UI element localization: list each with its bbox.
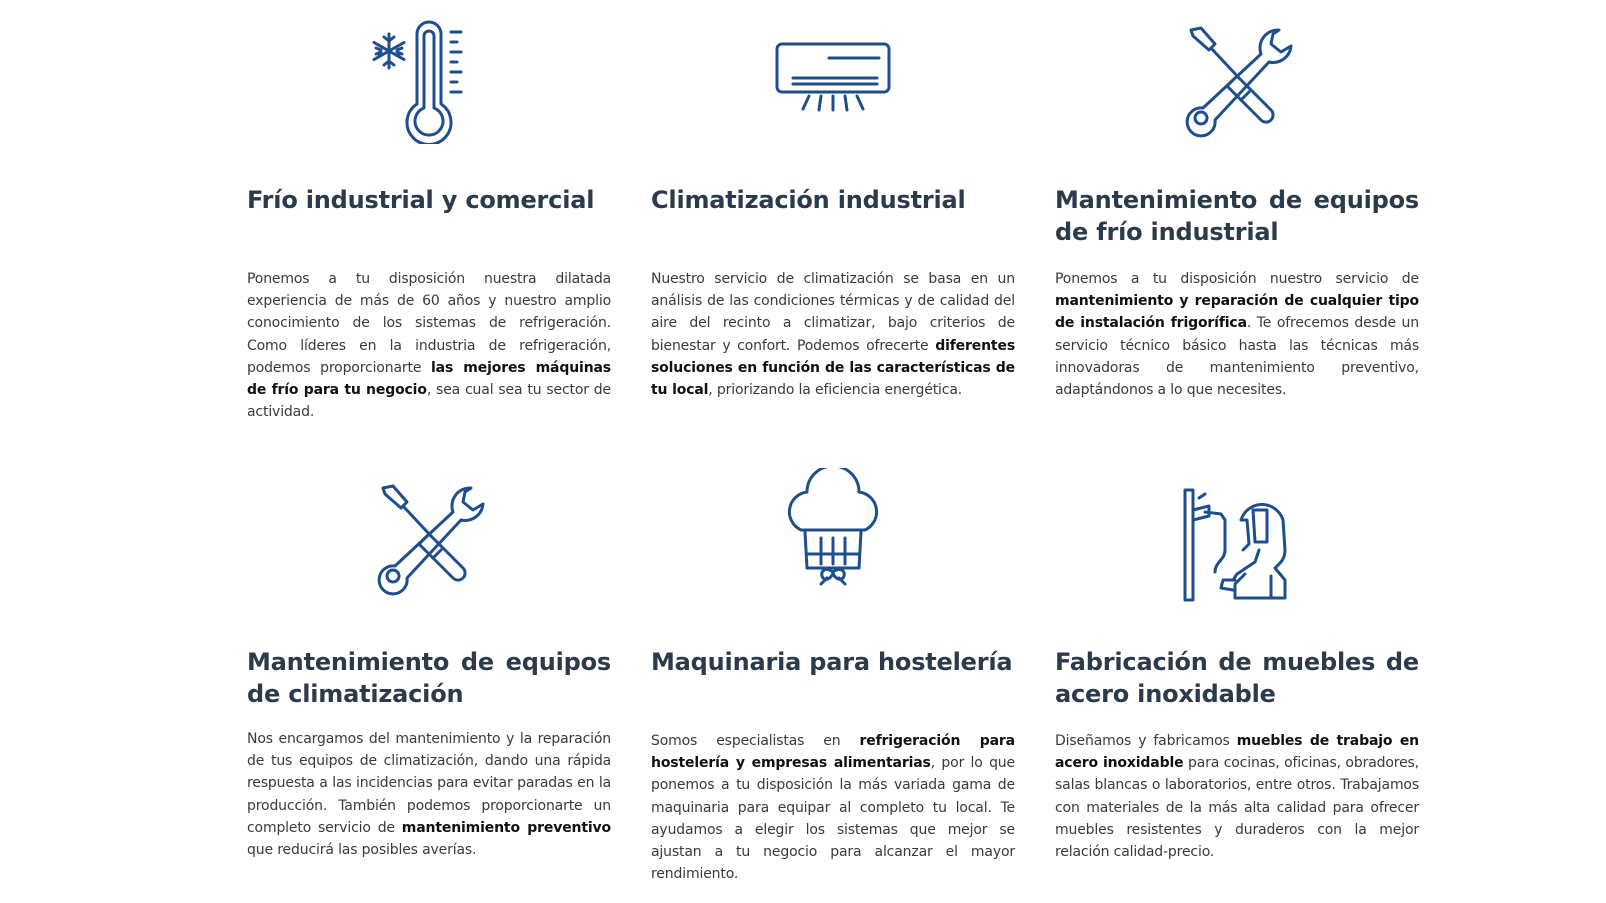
card-description: Ponemos a tu disposición nuestra dilatada experiencia de más de 60 años y nuestro amplio conocimiento de los sistemas de refrigeración. Como líderes en la industria de refrigeración, podemos proporcionarte las mejores máquinas de frío para tu negocio, sea cual sea tu sector de actividad. (247, 271, 611, 421)
service-card-muebles-inoxidable (1055, 460, 1419, 903)
service-card-climatizacion-industrial (651, 0, 1015, 460)
card-title: Frío industrial y comercial (247, 186, 595, 214)
card-title: Fabricación de muebles de acero inoxidable (1055, 648, 1419, 708)
card-title: Maquinaria para hostelería (651, 648, 1013, 676)
service-card-mantenimiento-climatizacion (247, 460, 611, 903)
welder-icon (1175, 480, 1299, 604)
wrench-screwdriver-icon (367, 478, 491, 602)
service-card-frio-industrial (247, 0, 611, 460)
card-description: Nuestro servicio de climatización se basa en un análisis de las condiciones térmicas y de calidad del aire del recinto a climatizar, bajo criterios de bienestar y confort. Podemos ofrecerte diferentes soluciones en función de las características de tu local, priorizando la eficiencia energética. (651, 271, 1015, 399)
card-description: Nos encargamos del mantenimiento y la reparación de tus equipos de climatización, dando una rápida respuesta a las incidencias para evitar paradas en la producción. También podemos proporcionarte un completo servicio de mantenimiento preventivo que reducirá las posibles averías. (247, 731, 611, 859)
card-description: Ponemos a tu disposición nuestro servicio de mantenimiento y reparación de cualquier tipo de instalación frigorífica. Te ofrecemos desde un servicio técnico básico hasta las técnicas más innovadoras de mantenimiento preventivo, adaptándonos a lo que necesites. (1055, 271, 1419, 399)
service-card-mantenimiento-frio (1055, 0, 1419, 460)
card-title: Mantenimiento de equipos de climatización (247, 648, 611, 708)
chef-hat-icon (771, 468, 895, 592)
card-description: Diseñamos y fabricamos muebles de trabajo en acero inoxidable para cocinas, oficinas, obradores, salas blancas o laboratorios, entre otros. Trabajamos con materiales de la más alta calidad para ofrecer muebles resistentes y duraderos con la mejor relación calidad-precio. (1055, 733, 1419, 861)
wrench-screwdriver-icon (1175, 20, 1299, 144)
card-description: Somos especialistas en refrigeración para hostelería y empresas alimentarias, por lo que ponemos a tu disposición la más variada gama de maquinaria para equipar al completo tu local. Te ayudamos a elegir los sistemas que mejor se ajustan a tu negocio para alcanzar el mayor rendimiento. (651, 733, 1015, 883)
service-card-maquinaria-hosteleria (651, 460, 1015, 903)
air-conditioner-icon (771, 20, 895, 144)
card-title: Mantenimiento de equipos de frío industrial (1055, 186, 1419, 246)
services-grid (247, 0, 1419, 903)
card-title: Climatización industrial (651, 186, 966, 214)
thermometer-snowflake-icon (367, 20, 491, 144)
